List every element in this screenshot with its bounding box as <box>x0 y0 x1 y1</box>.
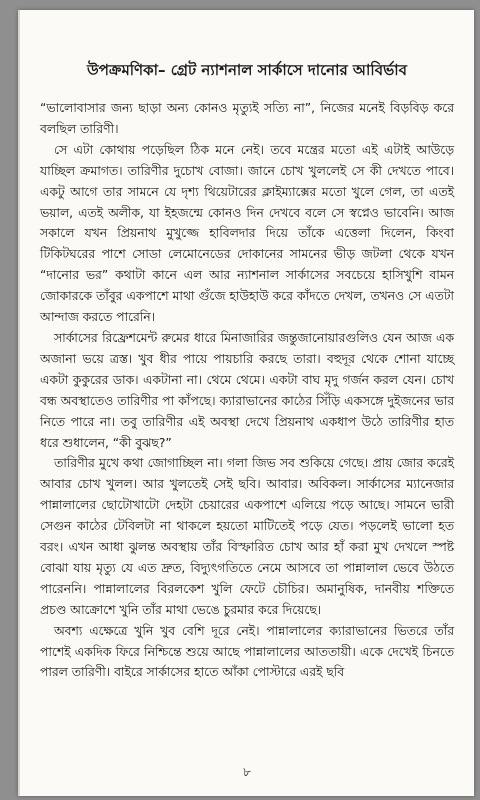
paragraph-2: সে এটা কোথায় পড়েছিল ঠিক মনে নেই। তবে মন্ত্রের মতো এই এটাই আউড়ে যাচ্ছিল ক্রমাগত। তারিণীর দুচোখ বোজা। জানে চোখ খুললেই সে কী দেখতে পাবে। একটু আগে তার সামনে যে দৃশ্য থিয়েটারের ক্লাইম্যাক্সের মতো খুলে গেল, তা এতই ভয়াল, এতই অলীক, যা ইহজন্মে কোনও দিন দেখবে বলে সে স্বপ্নেও ভাবেনি। আজ সকালে যখন প্রিয়নাথ মুখুজ্জে হাবিলদার দিয়ে তাঁকে এত্তেলা দিলেন, কিংবা টিকিটঘরের পাশে সোডা লেমোনেডের দোকানের সামনের ভীড় জটলা থেকে যখন “দানোর ভর” কথাটা কানে এল আর ন্যাশনাল সার্কাসের সবচেয়ে হাসিখুশি বামন জোকারকে তাঁবুর একপাশে মাথা গুঁজে হাউহাউ করে কাঁদতে দেখল, তখনও সে এতটা আন্দাজ করতে পারেনি। <box>40 142 454 325</box>
paragraph-3: সার্কাসের রিফ্রেশমেন্ট রুমের ধারে মিনাজারির জন্তুজানোয়ারগুলিও যেন আজ এক অজানা ভয়ে ত্রস্ত। খুব ধীর পায়ে পায়চারি করছে তারা। বহুদূর থেকে শোনা যাচ্ছে একটা কুকুরের ডাক। একটানা না। থেমে থেমে। একটা বাঘ মৃদু গর্জন করল যেন। চোখ বন্ধ অবস্থাতেও তারিণীর পা কাঁপছে। ক্যারাভানের কাঠের সিঁড়ি একসঙ্গে দুইজনের ভার নিতে পারে না। তবু তারিণীর এই অবস্থা দেখে প্রিয়নাথ একধাপ উঠে তারিণীর হাত ধরে শুধালেন, “কী বুঝছ?” <box>40 330 454 450</box>
page-number: ৮ <box>243 765 251 779</box>
paragraph-1: “ভালোবাসার জন্য ছাড়া অন্য কোনও মৃত্যুই সত্যি না”, নিজের মনেই বিড়বিড় করে বলছিল তারিণী। <box>40 101 454 136</box>
book-page <box>18 10 474 796</box>
chapter-title: উপক্রমণিকা– গ্রেট ন্যাশনাল সার্কাসে দানোর আবির্ভাব <box>87 61 407 79</box>
paragraph-5: অবশ্য এক্ষেত্রে খুনি খুব বেশি দূরে নেই। পান্নালালের ক্যারাভানের ভিতরে তাঁর পাশেই একদিক ফিরে নিশ্চিন্তে শুয়ে আছে পান্নালালের আততায়ী। একে দেখেই চিনতে পারল তারিণী। বাইরে সার্কাসের হাতে আঁকা পোস্টারে এরই ছবি <box>40 623 454 680</box>
page-text <box>40 60 454 683</box>
paragraph-4: তারিণীর মুখে কথা জোগাচ্ছিল না। গলা জিভ সব শুকিয়ে গেছে। প্রায় জোর করেই আবার চোখ খুলল। আর খুলতেই সেই ছবি। আবার। অবিকল। সার্কাসের ম্যানেজার পান্নালালের ছোটোখাটো দেহটা চেয়ারের একপাশে এলিয়ে পড়ে আছে। সামনে ভারী সেগুন কাঠের টেবিলটা না থাকলে হয়তো মাটিতেই পড়ে যেত। পড়লেই ভালো হত বরং। এখন আধা ঝুলন্ত অবস্থায় তাঁর বিস্ফারিত চোখ আর হাঁ করা মুখ দেখলে স্পষ্ট বোঝা যায় মৃত্যু যে এত দ্রুত, বিদ্যুৎগতিতে নেমে আসবে তা পান্নালাল ভেবে উঠতে পারেননি। পান্নালালের বিরলকেশ খুলি ফেটে চৌচির। অমানুষিক, দানবীয় শক্তিতে প্রচণ্ড আক্রোশে খুনি তাঁর মাথা ভেঙে চুরমার করে দিয়েছে। <box>40 456 454 617</box>
